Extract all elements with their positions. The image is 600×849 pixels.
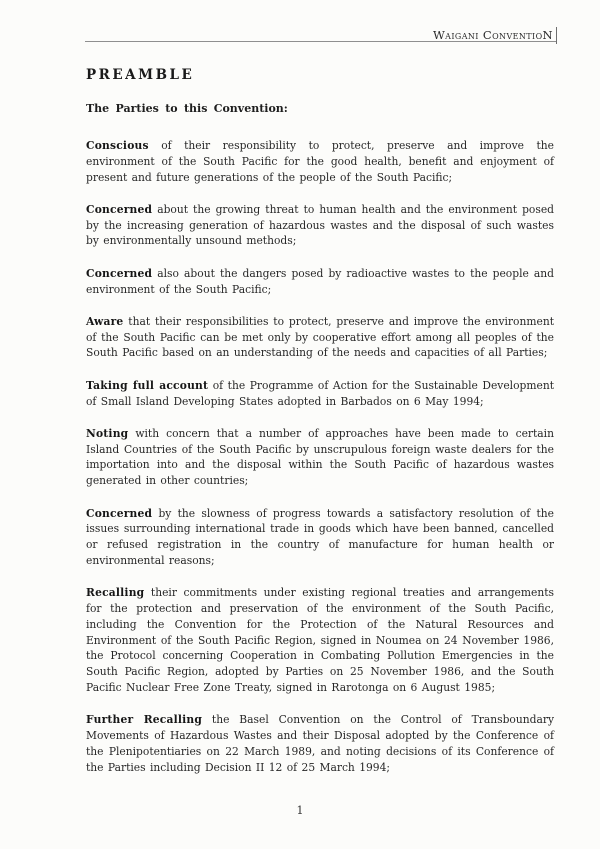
preamble-paragraph-recalling xyxy=(86,585,554,696)
paragraph-body-text: with concern that a number of approaches have been made to certain Island Countries of the South Pacific by unscrupulous foreign waste dealers for the importation into and the disposal within the South Pacific of hazardous wastes generated in other countries; xyxy=(86,426,554,488)
paragraph-lead-word: Recalling xyxy=(86,586,145,600)
paragraph-lead-word: Aware xyxy=(86,314,124,328)
paragraph-lead-word: Noting xyxy=(86,426,129,440)
paragraph-lead-word: Concerned xyxy=(86,266,153,280)
parties-subheading: The Parties to this Convention: xyxy=(86,102,288,115)
section-heading-preamble: PREAMBLE xyxy=(86,67,195,83)
preamble-paragraph-noting xyxy=(86,426,554,489)
paragraph-body-text: about the growing threat to human health and the environment posed by the increasing generation of hazardous wastes and the disposal of such wastes by environmentally unsound methods; xyxy=(86,202,554,248)
preamble-paragraph-concerned-radioactive xyxy=(86,266,554,298)
paragraph-lead-word: Concerned xyxy=(86,506,153,520)
preamble-paragraph-conscious xyxy=(86,138,554,185)
preamble-paragraph-concerned-trade xyxy=(86,506,554,569)
preamble-paragraph-further-recalling xyxy=(86,712,554,775)
running-header-title: Waigani ConventioN xyxy=(433,27,557,44)
paragraph-body-text: of their responsibility to protect, preserve and improve the environment of the South Pacific for the good health, benefit and enjoyment of present and future generations of the people of the South Pacific; xyxy=(86,139,554,184)
page-number: 1 xyxy=(296,804,304,817)
paragraph-body-text: by the slowness of progress towards a satisfactory resolution of the issues surrounding international trade in goods which have been banned, cancelled or refused registration in the country of manufacture for human health or environmental reasons; xyxy=(86,506,554,567)
paragraph-body-text: also about the dangers posed by radioactive wastes to the people and environment of the South Pacific; xyxy=(86,266,554,296)
paragraph-lead-word: Taking full account xyxy=(86,378,209,392)
preamble-paragraph-concerned-health xyxy=(86,202,554,249)
paragraph-lead-word: Conscious xyxy=(86,139,149,152)
running-header xyxy=(85,24,557,42)
paragraph-body-text: the Basel Convention on the Control of Transboundary Movements of Hazardous Wastes and their Disposal adopted by the Conference of the Plenipotentiaries on 22 March 1989, and noting decisions of its Conference of the Parties including Decision II 12 of 25 March 1994; xyxy=(86,713,554,774)
page-content xyxy=(86,67,554,792)
preamble-paragraph-taking-account xyxy=(86,378,554,410)
paragraph-body-text: of the Programme of Action for the Sustainable Development of Small Island Developing States adopted in Barbados on 6 May 1994; xyxy=(86,378,554,408)
paragraph-lead-word: Concerned xyxy=(86,202,153,216)
paragraph-lead-word: Further Recalling xyxy=(86,713,203,727)
preamble-paragraph-aware xyxy=(86,314,554,361)
paragraph-body-text: that their responsibilities to protect, preserve and improve the environment of the South Pacific can be met only by cooperative effort among all peoples of the South Pacific based on an understanding of the needs and capacities of all Parties; xyxy=(86,314,554,360)
paragraph-body-text: their commitments under existing regional treaties and arrangements for the protection and preservation of the environment of the South Pacific, including the Convention for the Protection of the Natural Resources and Environment of the South Pacific Region, signed in Noumea on 24 November 1986, the Protocol concerning Cooperation in Combating Pollution Emergencies in the South Pacific Region, adopted by Parties on 25 November 1986, and the South Pacific Nuclear Free Zone Treaty, signed in Rarotonga on 6 August 1985; xyxy=(86,586,554,695)
